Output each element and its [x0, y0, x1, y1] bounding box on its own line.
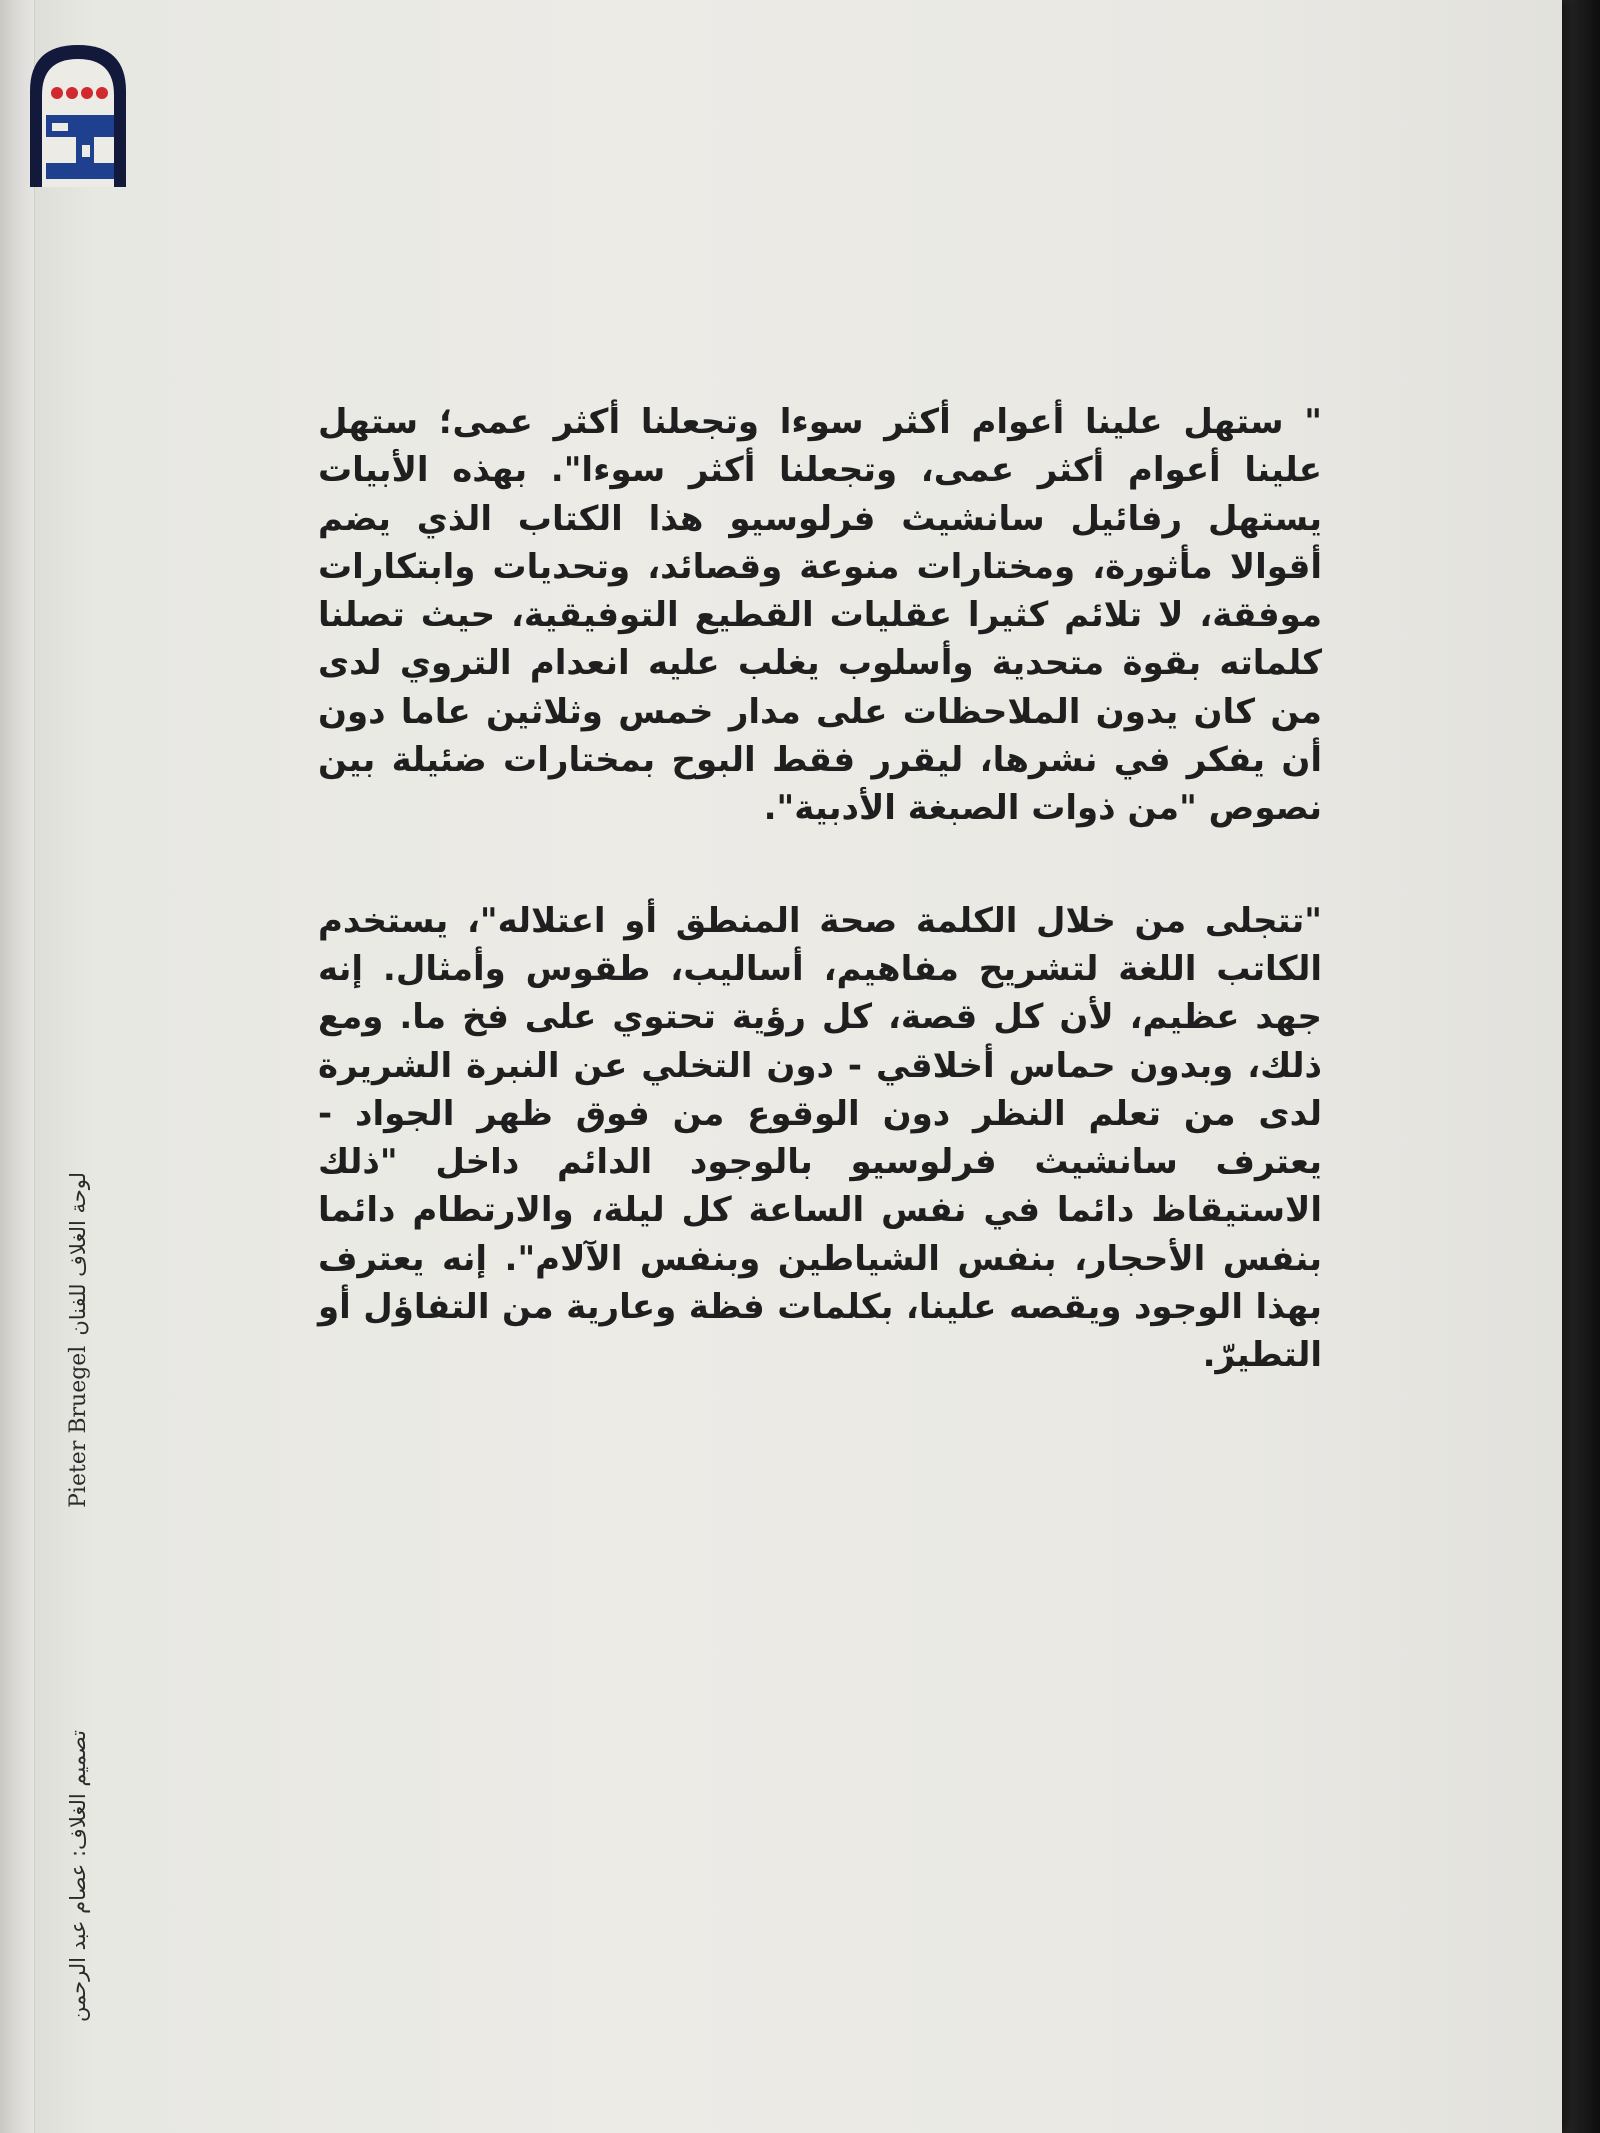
spine-fold	[0, 0, 35, 2133]
blurb-paragraph-1: " ستهل علينا أعوام أكثر سوءا وتجعلنا أكثر عمى؛ ستهل علينا أعوام أكثر عمى، وتجعلنا أكثر سوءا". بهذه الأبيات يستهل رفائيل سانشيث فرلوسيو هذا الكتاب الذي يضم أقوالا مأثورة، ومختارات منوعة وقصائد، وتحديات وابتكارات موفقة، لا تلائم كثيرا عقليات القطيع التوفيقية، حيث تصلنا كلماته بقوة متحدية وأسلوب يغلب عليه انعدام التروي لدى من كان يدون الملاحظات على مدار خمس وثلاثين عاما دون أن يفكر في نشرها، ليقرر فقط البوح بمختارات ضئيلة بين نصوص "من ذوات الصبغة الأدبية".	[318, 402, 1322, 829]
spine-credits	[58, 1172, 98, 2022]
cover-design-credit: تصميم الغلاف: عصام عبد الرحمن	[66, 1730, 90, 2022]
publisher-logo	[30, 45, 126, 187]
cover-painting-artist: Pieter Bruegel	[65, 1345, 91, 1508]
cover-painting-label: لوحة الغلاف للفنان	[66, 1172, 90, 1336]
cover-painting-credit	[66, 1172, 91, 1508]
blurb-paragraph-2: "تتجلى من خلال الكلمة صحة المنطق أو اعتلاله"، يستخدم الكاتب اللغة لتشريح مفاهيم، أساليب، طقوس وأمثال. إنه جهد عظيم، لأن كل قصة، كل رؤية تحتوي على فخ ما. ومع ذلك، وبدون حماس أخلاقي - دون التخلي عن النبرة الشريرة لدى من تعلم النظر دون الوقوع من فوق ظهر الجواد - يعترف سانشيث فرلوسيو بالوجود الدائم داخل "ذلك الاستيقاظ دائما في نفس الساعة كل ليلة، والارتطام دائما بنفس الأحجار، بنفس الشياطين وبنفس الآلام". إنه يعترف بهذا الوجود ويقصه علينا، بكلمات فظة وعارية من التفاؤل أو التطيرّ.	[318, 900, 1322, 1376]
publisher-logo-icon	[30, 45, 126, 187]
back-cover-blurb	[318, 398, 1322, 1380]
table-background	[1560, 0, 1600, 2133]
